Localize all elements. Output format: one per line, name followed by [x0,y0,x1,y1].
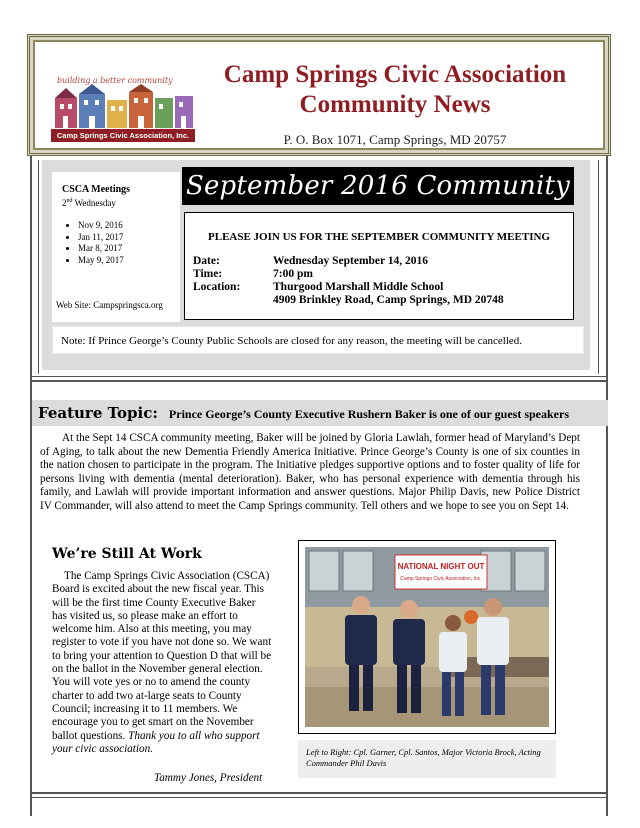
date-label: Date: [193,255,220,267]
work-section-title: We’re Still At Work [52,546,202,562]
location-value: Thurgood Marshall Middle School [273,281,444,293]
meeting-date: • May 9, 2017 [78,255,170,267]
logo-banner: Camp Springs Civic Association, Inc. [51,129,195,142]
divider-line [30,376,608,377]
event-photo [305,547,549,727]
masthead [27,34,611,156]
meeting-left-line [38,160,39,374]
time-row [193,268,565,281]
date-row [193,255,565,268]
time-value: 7:00 pm [273,268,313,280]
meeting-banner: September 2016 Community [182,167,574,205]
meeting-details [193,255,565,307]
date-value: Wednesday September 14, 2016 [273,255,429,267]
meeting-invitation: PLEASE JOIN US FOR THE SEPTEMBER COMMUNITY MEETING [208,231,550,243]
meeting-date: • Jan 11, 2017 [78,232,170,244]
footer-line [30,797,608,798]
masthead-inner [33,40,605,150]
mailing-address: P. O. Box 1071, Camp Springs, MD 20757 [283,132,507,147]
location-label: Location: [193,281,241,293]
website-link[interactable]: Web Site: Campspringsca.org [56,300,163,310]
work-body: The Camp Springs Civic Association (CSCA) Board is excited about the new fiscal year. This will be the first time County Executive Baker has visited us, so please make an effort to welcome him. Also at this meeting, you may register to vote if you have not done so. We want to bring your attention to Question D that will be on the ballot in the November general election. You will vote yes or no to amend the county charter to add two at-large seats to County Council; increasing it to 11 members. We encourage you to get smart on the November ballot questions. [52,570,272,742]
cancellation-note: Note: If Prince George’s County Public Schools are closed for any reason, the meeting will be cancelled. [52,326,584,354]
logo-tagline: building a better community [57,76,173,85]
association-logo [51,76,195,142]
address-spacer [193,294,273,307]
title-line-1: Camp Springs Civic Association [223,61,567,88]
time-label: Time: [193,268,223,280]
sidebar-title: CSCA Meetings [62,184,131,195]
meeting-date: • Nov 9, 2016 [78,220,170,232]
feature-label: Feature Topic: [38,404,158,422]
banner-sign-title: NATIONAL NIGHT OUT [397,562,485,571]
meeting-date: • Mar 8, 2017 [78,243,170,255]
feature-topic-bar [32,400,608,426]
banner-sign-subtitle: Camp Springs Civic Association, Inc. [400,576,482,582]
location-row [193,281,565,294]
location-address: 4909 Brinkley Road, Camp Springs, MD 20748 [273,294,504,306]
divider-line [30,380,608,382]
left-frame-line [30,156,32,816]
meetings-sidebar [52,172,180,322]
schedule-suffix: nd [66,198,73,204]
meeting-schedule [62,198,170,208]
newsletter-title [175,60,615,120]
meeting-dates-list [78,220,170,266]
right-frame-line [606,156,608,816]
president-signature: Tammy Jones, President [154,772,263,784]
address-row [193,294,565,307]
officers-photo-illustration [305,547,549,727]
title-line-2: Community News [299,91,491,118]
footer-line [30,792,608,794]
feature-headline: Prince George’s County Executive Rushern Baker is one of our guest speakers [168,407,569,421]
work-article [52,570,272,756]
schedule-number: 2 [62,198,67,208]
photo-frame [298,540,556,734]
feature-article: At the Sept 14 CSCA community meeting, Baker will be joined by Gloria Lawlah, former head of Maryland’s Dept of Aging, to talk about the new Dementia Friendly America Initiative. Prince George’s County is one of six counties in the nation chosen to participate in the program. The Initiative pledges supportive options and to foster quality of life for persons living with dementia (mental deterioration). Baker, who has personal experience with dementia through his family, and Lawlah will provide important information and answer questions. Major Philip Davis, new Police District IV Commander, will also attend to meet the Camp Springs community. Tell others and we hope to see you on Sept 14. [40,432,580,512]
work-thanks: Thank you to all who support your civic association. [52,729,260,755]
meeting-details-box [184,212,574,320]
schedule-day: Wednesday [72,198,116,208]
meeting-right-line [598,160,599,374]
photo-caption: Left to Right: Cpl. Garner, Cpl. Santos, Major Victoria Brock, Acting Commander Phil Davis [298,740,556,778]
